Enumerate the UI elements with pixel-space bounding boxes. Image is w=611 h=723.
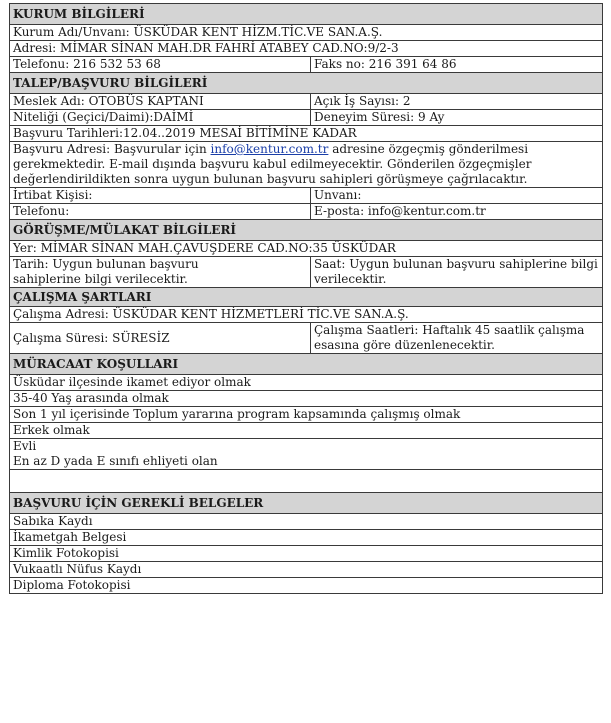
- list-item: En az D yada E sınıfı ehliyeti olan: [10, 454, 603, 470]
- section-header-talep: TALEP/BAŞVURU BİLGİLERİ: [10, 73, 603, 94]
- kurum-faks: Faks no: 216 391 64 86: [311, 57, 603, 73]
- acik-is-sayisi: Açık İş Sayısı: 2: [311, 94, 603, 110]
- kurum-telefon: Telefonu: 216 532 53 68: [10, 57, 311, 73]
- basvuru-tarihleri: Başvuru Tarihleri:12.04..2019 MESAİ BİTİMİNE KADAR: [10, 126, 603, 142]
- list-item: Sabıka Kaydı: [10, 514, 603, 530]
- job-posting-form: [9, 3, 602, 594]
- section-header-muracaat: MÜRACAAT KOŞULLARI: [10, 354, 603, 375]
- list-item: 35-40 Yaş arasında olmak: [10, 391, 603, 407]
- list-item: Üsküdar ilçesinde ikamet ediyor olmak: [10, 375, 603, 391]
- section-header-calisma: ÇALIŞMA ŞARTLARI: [10, 288, 603, 307]
- list-item: Evli: [10, 439, 603, 455]
- calisma-suresi: Çalışma Süresi: SÜRESİZ: [10, 323, 311, 354]
- basvuru-adresi-prefix: Başvuru Adresi: Başvurular için: [13, 142, 211, 156]
- gorusme-saat: Saat: Uygun bulunan başvuru sahiplerine bilgi verilecektir.: [311, 257, 603, 288]
- irtibat-telefonu: Telefonu:: [10, 204, 311, 220]
- meslek-adi: Meslek Adı: OTOBÜS KAPTANI: [10, 94, 311, 110]
- kurum-unvan: Kurum Adı/Unvanı: ÜSKÜDAR KENT HİZM.TİC.VE SAN.A.Ş.: [10, 25, 603, 41]
- list-item: İkametgah Belgesi: [10, 530, 603, 546]
- list-item: Diploma Fotokopisi: [10, 578, 603, 594]
- form-table: [9, 3, 603, 594]
- list-item: Erkek olmak: [10, 423, 603, 439]
- gorusme-tarih: Tarih: Uygun bulunan başvuru sahiplerine bilgi verilecektir.: [10, 257, 311, 288]
- calisma-adresi: Çalışma Adresi: ÜSKÜDAR KENT HİZMETLERİ TİC.VE SAN.A.Ş.: [10, 307, 603, 323]
- basvuru-adresi-suffix: adresine özgeçmiş gönderilmesi gerekmektedir. E-mail dışında başvuru kabul edilmeyecektir. Gönderilen özgeçmişler değerlendirildikten sonra uygun bulunan başvuru sahipleri görüşmeye çağrılacaktır.: [13, 142, 532, 186]
- calisma-saatleri: Çalışma Saatleri: Haftalık 45 saatlik çalışma esasına göre düzenlenecektir.: [311, 323, 603, 354]
- email-link[interactable]: info@kentur.com.tr: [210, 142, 329, 156]
- list-item: Vukaatlı Nüfus Kaydı: [10, 562, 603, 578]
- section-header-belgeler: BAŞVURU İÇİN GEREKLİ BELGELER: [10, 493, 603, 514]
- unvani: Unvanı:: [311, 188, 603, 204]
- section-header-kurum: KURUM BİLGİLERİ: [10, 4, 603, 25]
- niteligi: Niteliği (Geçici/Daimi):DAİMİ: [10, 110, 311, 126]
- section-header-gorusme: GÖRÜŞME/MÜLAKAT BİLGİLERİ: [10, 220, 603, 241]
- kurum-adres: Adresi: MİMAR SİNAN MAH.DR FAHRİ ATABEY CAD.NO:9/2-3: [10, 41, 603, 57]
- blank-row: [10, 470, 603, 493]
- list-item: Kimlik Fotokopisi: [10, 546, 603, 562]
- irtibat-eposta: E-posta: info@kentur.com.tr: [311, 204, 603, 220]
- basvuru-adresi: [10, 142, 603, 188]
- gorusme-yer: Yer: MİMAR SİNAN MAH.ÇAVUŞDERE CAD.NO:35 ÜSKÜDAR: [10, 241, 603, 257]
- deneyim-suresi: Deneyim Süresi: 9 Ay: [311, 110, 603, 126]
- irtibat-kisisi: İrtibat Kişisi:: [10, 188, 311, 204]
- list-item: Son 1 yıl içerisinde Toplum yararına program kapsamında çalışmış olmak: [10, 407, 603, 423]
